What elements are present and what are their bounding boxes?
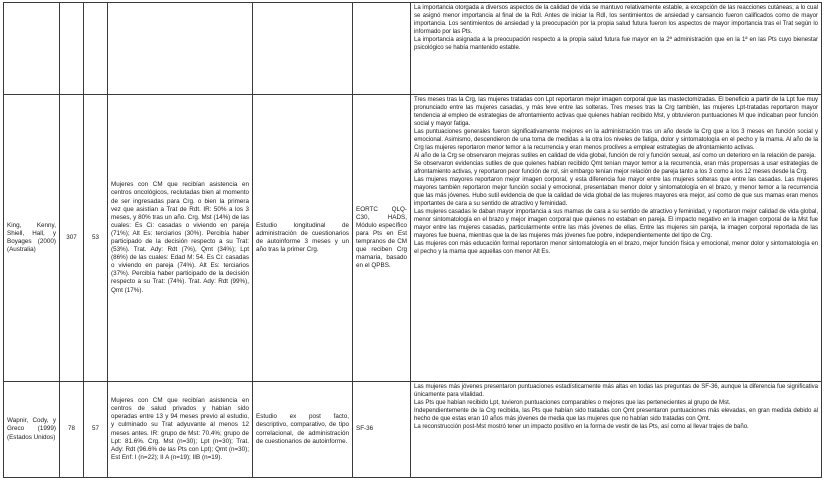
results-paragraph: Las mujeres más jóvenes presentaron puntuaciones estadísticamente más altas en todas las preguntas de SF-36, aunque la diferencia fue significativa únicamente para vitalidad. <box>414 383 818 398</box>
results-paragraph: La importancia asignada a la preocupación respecto a la propia salud futura fue mayor en la 2ª administración que en la 1ª en las Pts cuyo bienestar psicológico se había mantenido estable. <box>414 36 818 51</box>
results-paragraph: La reconstrucción post-Mst mostró tener un impacto positivo en la forma de vestir de las Pts, así como al llevar trajes de baño. <box>414 423 749 430</box>
n-analyzed-cell: 53 <box>84 95 108 382</box>
instrument-cell <box>353 3 411 95</box>
n-analyzed-cell: 57 <box>84 382 108 478</box>
instrument-cell: SF-36 <box>353 382 411 478</box>
author-cell: Wapnir, Cody, y Greco (1999) (Estados Unidos) <box>4 382 60 478</box>
studies-table <box>3 2 822 478</box>
n-analyzed-cell <box>84 3 108 95</box>
author-cell <box>4 3 60 95</box>
design-cell <box>253 3 353 95</box>
results-cell <box>411 95 822 382</box>
results-paragraph: Tres meses tras la Crg, las mujeres tratadas con Lpt reportaron mejor imagen corporal que las mastectomizadas. El beneficio a partir de la Lpt fue muy pronunciado entre las mujeres casadas, y más leve entre las solteras. Tres meses tras la Crg también, las mujeres Lpt-tratadas reportaron mayor tendencia al empleo de estrategias de afrontamiento activas que quienes habían recibido Mst, y obtuvieron puntuaciones M que indicaban peor función social y mayor fatiga. <box>414 96 818 127</box>
sample-cell <box>108 3 253 95</box>
results-cell <box>411 3 822 95</box>
table-row <box>4 3 822 95</box>
results-paragraph: Se observaron evidencias sutiles de que quienes habían recibido Qmt tenían mayor temor a la recurrencia, eran más propensas a usar estrategias de afrontamiento activas, y reportaron peor función de rol, sin embargo tenían mejor relación de pareja tanto a los 3 como a los 12 meses desde la Crg. <box>414 160 818 175</box>
results-paragraph: La importancia otorgada a diversos aspectos de la calidad de vida se mantuvo relativamente estable, a excepción de las reacciones cutáneas, a lo cual se asignó menor importancia al final de la RdI. Antes de iniciar la RdI, los sentimientos de ansiedad y cansancio fueron calificados como de mayor importancia. Los sentimientos de ansiedad y la preocupación por la propia salud futura fueron los aspectos de mayor importancia tras el Trat según lo informado por las Pts. <box>414 4 818 35</box>
n-total-cell <box>60 3 84 95</box>
results-paragraph: Las mujeres con más educación formal reportaron menor sintomatología en el brazo, mejor función física y emocional, menor dolor y sintomatología en el pecho y la mama que aquellas con menor Alt Es. <box>414 240 818 255</box>
n-total-cell: 307 <box>60 95 84 382</box>
results-cell <box>411 382 822 478</box>
results-paragraph: Las puntuaciones generales fueron significativamente mejores en la administración tras un año desde la Crg que a los 3 meses en función social y emocional. Asimismo, descendieron de una toma de medidas a la otra los niveles de fatiga, dolor y sintomatología en el pecho y la mama. Al año de la Crg las mujeres reportaron menor temor a la recurrencia y eran menos proclives a emplear estrategias de afrontamiento activas. <box>414 128 818 151</box>
design-cell: Estudio longitudinal de administración de cuestionarios de autoinforme 3 meses y un año tras la primer Crg. <box>253 95 353 382</box>
table-row <box>4 382 822 478</box>
sample-cell: Mujeres con CM que recibían asistencia en centros oncológicos, reclutadas bien al momento de ser ingresadas para Crg. o bien la primera vez que asistían a Trat de Rdt. IR: 50% a los 3 meses, y 80% tras un año. Crg. Mst (14%) de las cuales: Es Ci: casadas o viviendo en pareja (71%); Alt Es: terciarios (30%). Percibía haber participado de la decisión respecto a su Trat: (53%). Trat. Ady: Rdt (7%), Qmt (34%); Lpt (86%) de las cuales: Edad M: 54. Es Ci: casadas o viviendo en pareja (74%). Alt Es: terciarios (37%). Percibía haber participado de la decisión respecto a su Trat: (74%). Trat. Ady: Rdt (99%), Qmt (17%). <box>108 95 253 382</box>
results-paragraph: Independientemente de la Crg recibida, las Pts que habían sido tratadas con Qmt presentaron puntuaciones más elevadas, en gran medida debido al hecho de que estas eran 10 años más jóvenes de media que las mujeres que no habían sido tratadas con Qmt. <box>414 407 818 422</box>
results-paragraph: Al año de la Crg se observaron mejoras sutiles en calidad de vida global, función de rol y función sexual, así como un deterioro en la relación de pareja. <box>414 152 816 159</box>
results-paragraph: Las mujeres mayores reportaron mejor imagen corporal, y esta diferencia fue mayor entre las mujeres solteras que entre las casadas. Las mujeres mayores también reportaron mejor función social y emocional, presentaban menor dolor y sintomatología en el brazo, y menor temor a la recurrencia que las más jóvenes. Hubo sutil evidencia de que la calidad de vida global de las mujeres mayores era mejor, así como de que sus mamas eran menos importantes de cara a su sentido de atractivo y feminidad. <box>414 176 818 207</box>
design-cell: Estudio ex post facto, descriptivo, comparativo, de tipo correlacional, de administración de cuestionarios de autoinforme. <box>253 382 353 478</box>
n-total-cell: 78 <box>60 382 84 478</box>
results-paragraph: Las mujeres casadas le daban mayor importancia a sus mamas de cara a su sentido de atractivo y feminidad, y reportaron mejor calidad de vida global, menor sintomatología en el brazo y mejor imagen corporal que quienes no estaban en pareja. El impacto negativo en la imagen corporal de la Mst fue mayor entre las mujeres casadas, particularmente entre las más jóvenes de ellas. Entre las mujeres sin pareja, la imagen corporal reportada de las mayores fue buena, mientras que la de las mujeres más jóvenes fue pobre, independientemente del tipo de Crg. <box>414 208 818 239</box>
instrument-cell: EORTC QLQ-C30, HADS, Módulo específico para Pts en Est tempranos de CM que reciben Crg mamaria, basado en el QPBS. <box>353 95 411 382</box>
sample-cell: Mujeres con CM que recibían asistencia en centros de salud privados y habían sido operadas entre 13 y 94 meses previo al estudio, y culminado su Trat adyuvante al menos 12 meses antes. IR: grupo de Mst: 70.4%; grupo de Lpt: 81.6%. Crg. Mst (n=30); Lpt (n=30); Trat. Ady: Rdt (96.6% de las Pts con Lpt); Qmt (n=30); Est Enf: I (n=22); II A (n=19); IIB (n=19). <box>108 382 253 478</box>
author-cell: King, Kenny, Shiell, Hall, y Boyages (2000) (Australia) <box>4 95 60 382</box>
results-paragraph: Las Pts que habían recibido Lpt, tuvieron puntuaciones comparables o mejores que las pertenecientes al grupo de Mst. <box>414 399 731 406</box>
table-row <box>4 95 822 382</box>
